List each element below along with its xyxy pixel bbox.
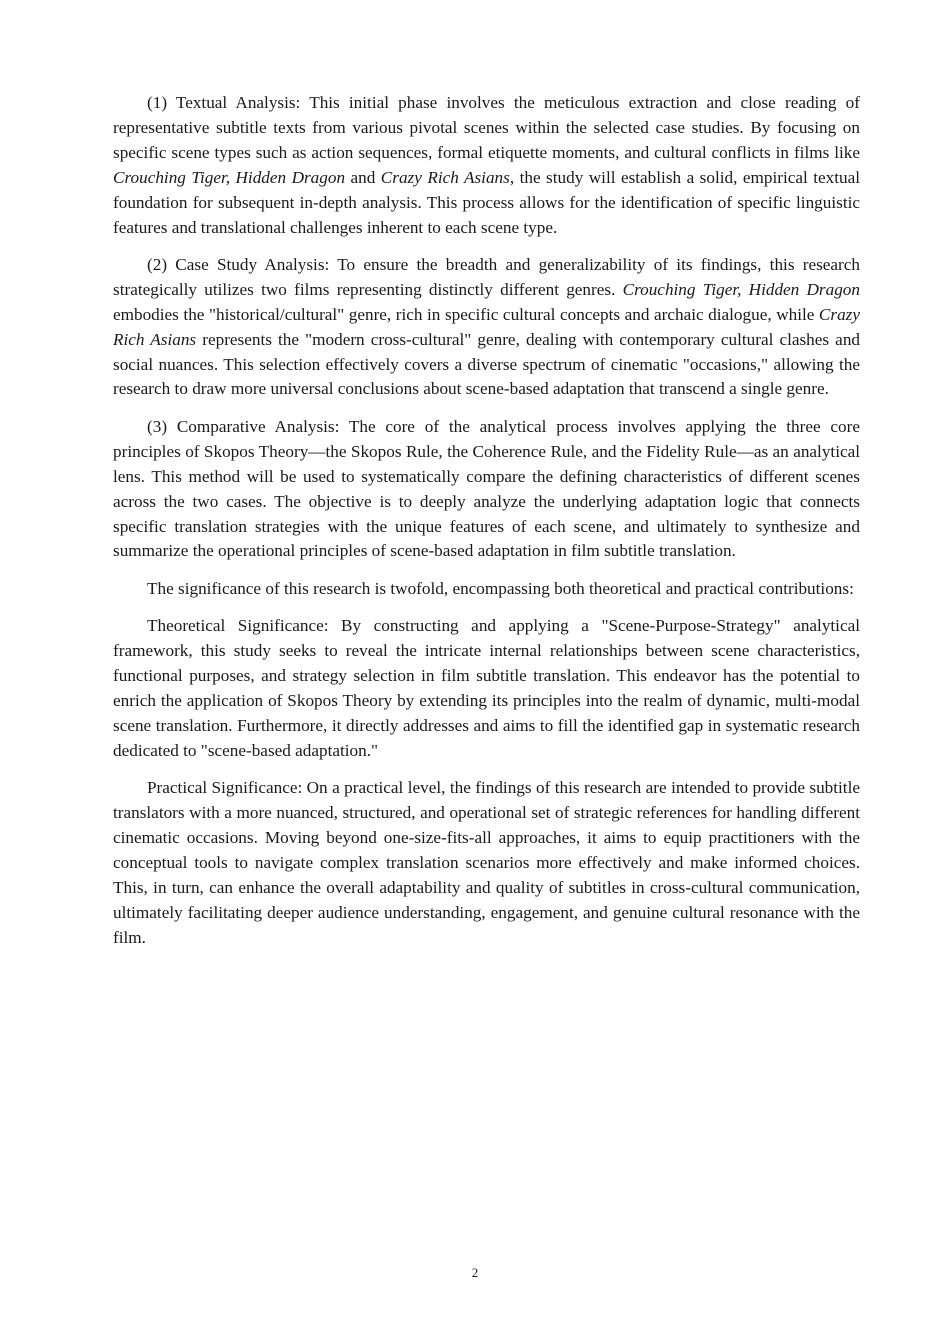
paragraph-comparative-analysis: (3) Comparative Analysis: The core of the analytical process involves applying the three core principles of Skopos Theory—the Skopos Rule, the Coherence Rule, and the Fidelity Rule—as an analytical lens. This method will be used to systematically compare the defining characteristics of different scenes across the two cases. The objective is to deeply analyze the underlying adaptation logic that connects specific translation strategies with the unique features of each scene, and ultimately to synthesize and summarize the operational principles of scene-based adaptation in film subtitle translation. bbox=[113, 416, 860, 561]
paragraph-case-study-analysis: (2) Case Study Analysis: To ensure the breadth and generalizability of its findings, this research strategically utilizes two films representing distinctly different genres. Crouching Tiger, Hidden Dragon embodies the "historical/cultural" genre, rich in specific cultural concepts and archaic dialogue, while Crazy Rich Asians represents the "modern cross-cultural" genre, dealing with contemporary cultural clashes and social nuances. This selection effectively covers a diverse spectrum of cinematic "occasions," allowing the research to draw more universal conclusions about scene-based adaptation that transcend a single genre. bbox=[113, 254, 861, 399]
paragraph-significance-intro: The significance of this research is twofold, encompassing both theoretical and practical contributions: bbox=[147, 578, 854, 598]
body-text bbox=[113, 91, 860, 963]
page-number: 2 bbox=[471, 1265, 479, 1280]
paragraph-practical-significance: Practical Significance: On a practical level, the findings of this research are intended to provide subtitle translators with a more nuanced, structured, and operational set of strategic references for handling different cinematic occasions. Moving beyond one-size-fits-all approaches, it aims to equip practitioners with the conceptual tools to navigate complex translation scenarios more effectively and make informed choices. This, in turn, can enhance the overall adaptability and quality of subtitles in cross-cultural communication, ultimately facilitating deeper audience understanding, engagement, and genuine cultural resonance with the film. bbox=[113, 778, 860, 947]
paragraph-theoretical-significance: Theoretical Significance: By constructing and applying a "Scene-Purpose-Strategy" analytical framework, this study seeks to reveal the intricate internal relationships between scene characteristics, functional purposes, and strategy selection in film subtitle translation. This endeavor has the potential to enrich the application of Skopos Theory by extending its principles into the realm of dynamic, multi-modal scene translation. Furthermore, it directly addresses and aims to fill the identified gap in systematic research dedicated to "scene-based adaptation." bbox=[113, 616, 860, 760]
paragraph-textual-analysis: (1) Textual Analysis: This initial phase involves the meticulous extraction and close reading of representative subtitle texts from various pivotal scenes within the selected case studies. By focusing on specific scene types such as action sequences, formal etiquette moments, and cultural conflicts in films like Crouching Tiger, Hidden Dragon and Crazy Rich Asians, the study will establish a solid, empirical textual foundation for subsequent in-depth analysis. This process allows for the identification of specific linguistic features and translational challenges inherent to each scene type. bbox=[113, 93, 860, 237]
film-title: Crazy Rich Asians bbox=[113, 304, 860, 349]
film-title: Crazy Rich Asians bbox=[380, 167, 510, 187]
film-title: Crouching Tiger, Hidden Dragon bbox=[113, 167, 346, 187]
film-title: Crouching Tiger, Hidden Dragon bbox=[622, 279, 860, 299]
